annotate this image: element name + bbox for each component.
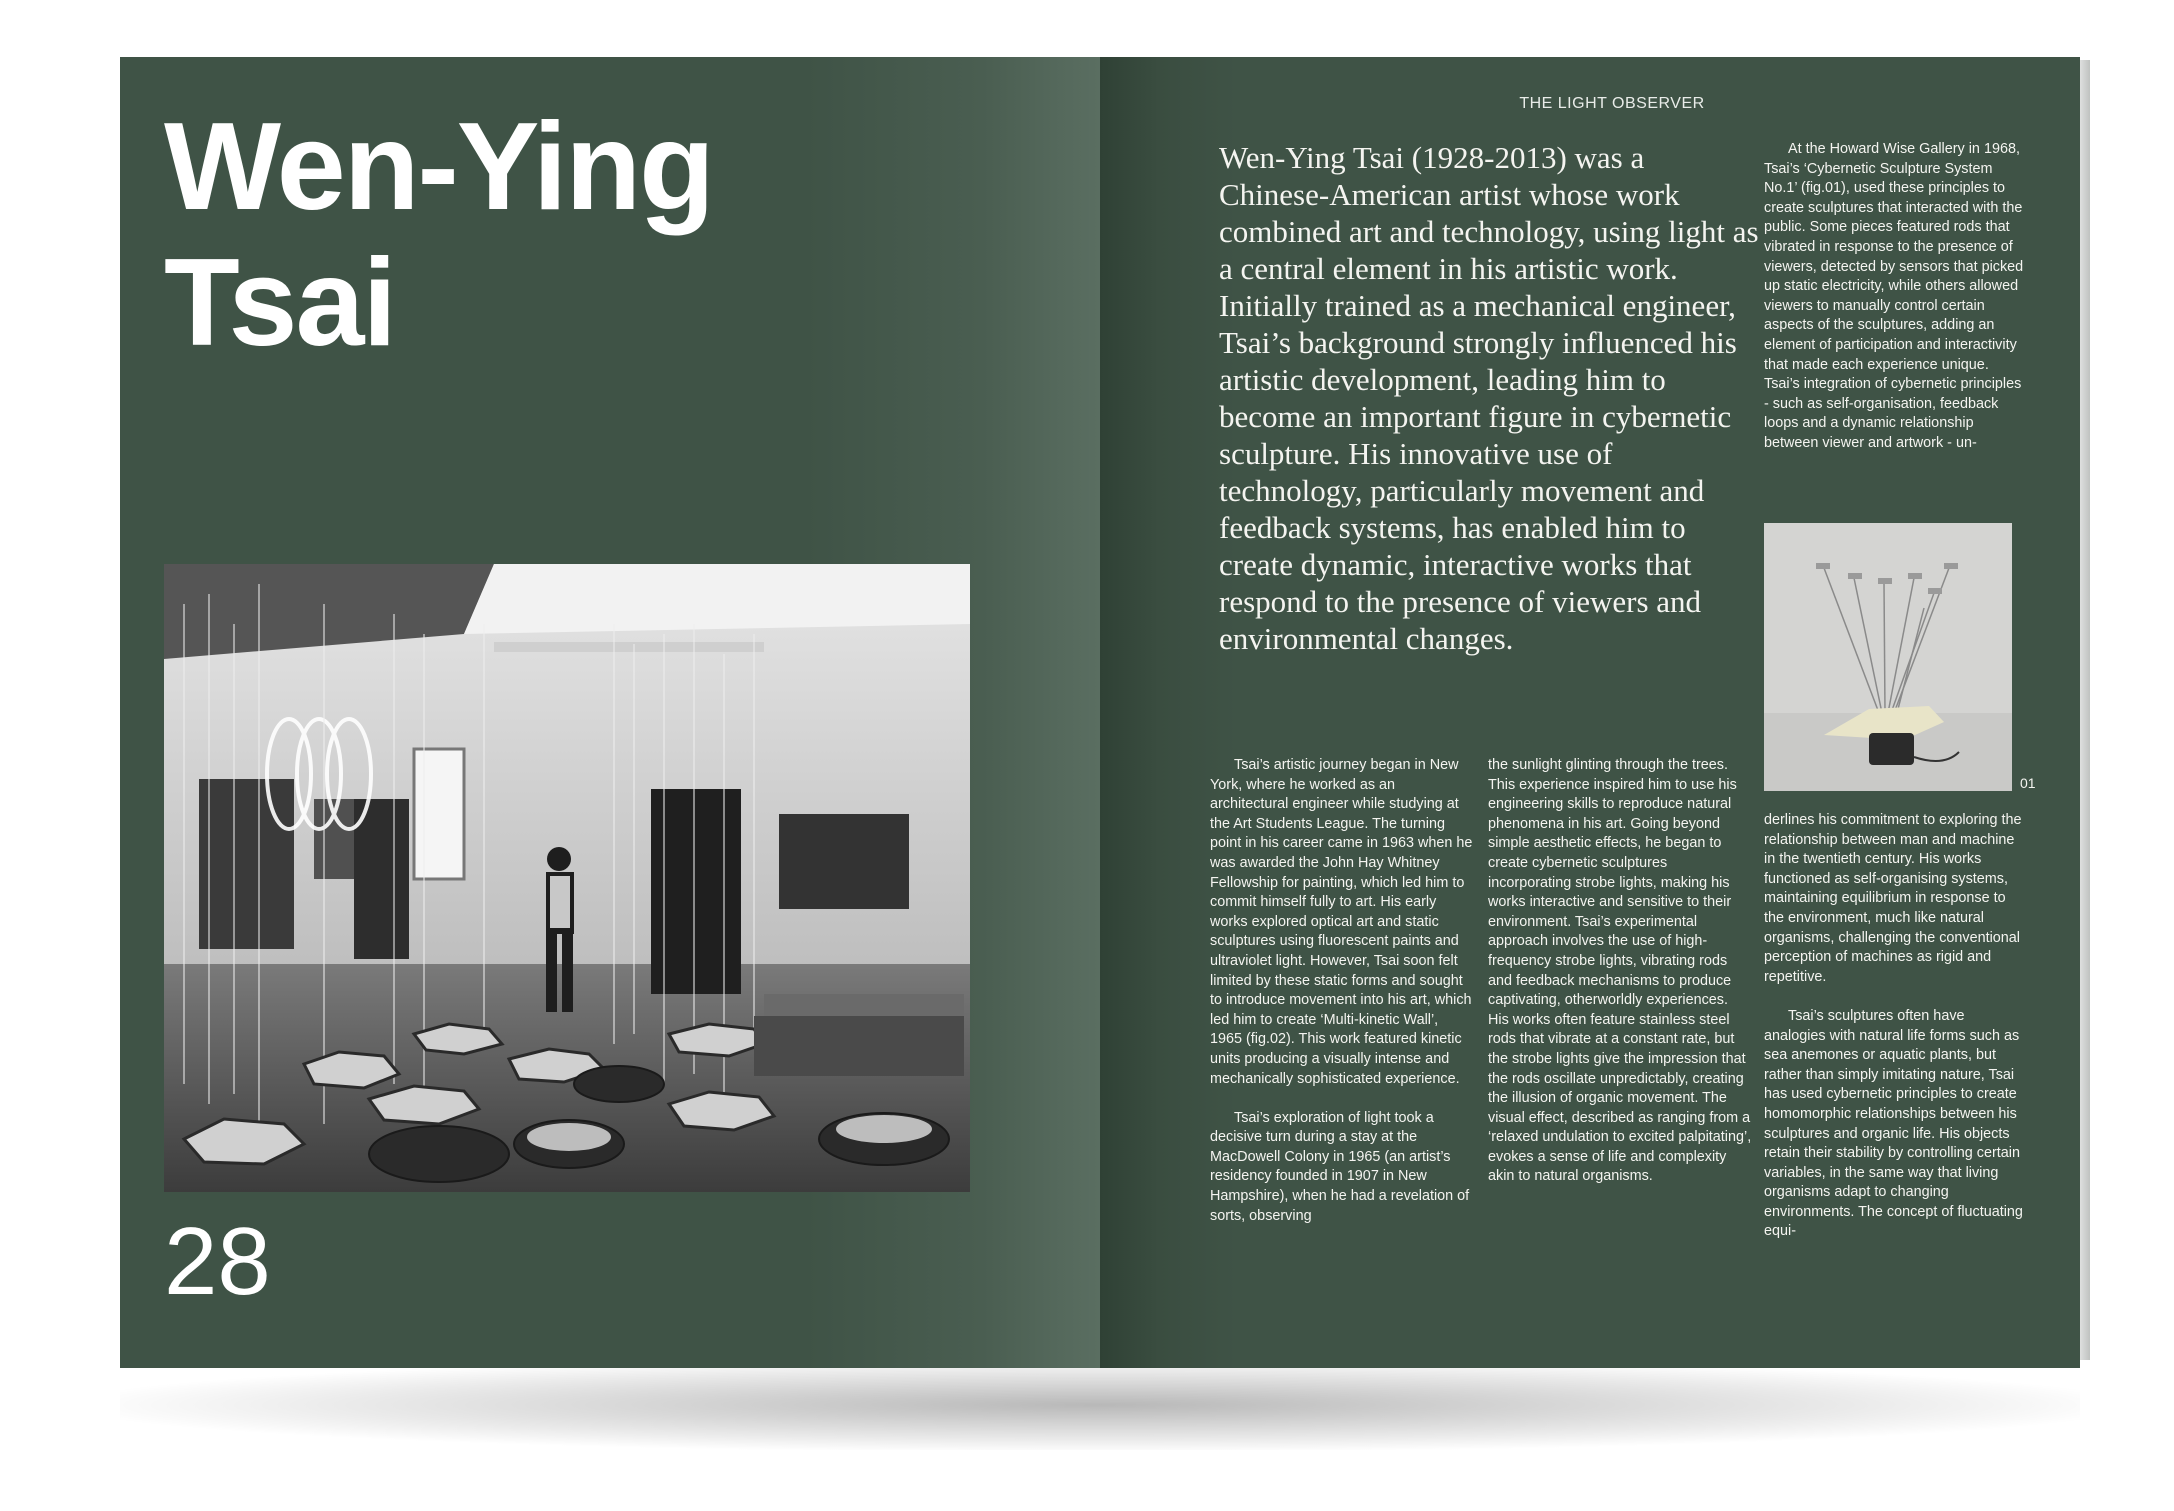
title-line-1: Wen-Ying bbox=[164, 98, 713, 236]
page-number: 28 bbox=[164, 1208, 271, 1315]
figure-number: 01 bbox=[2020, 775, 2036, 791]
article-title bbox=[164, 99, 713, 371]
body-paragraph: the sunlight glinting through the trees. This experience inspired him to use his engineering skills to reproduce natural phenomena in his art. Going beyond simple aesthetic effects, he began to create cybernetic sculptures incorporating strobe lights, making his works interactive and sensitive to their environment. Tsai’s experimental approach involves the use of high-frequency strobe lights, vibrating rods and feedback mechanisms to produce captivating, otherworldly experiences. His works often feature stainless steel rods that vibrate at a constant rate, but the strobe lights give the impression that the rods oscillate unpredictably, creating the illusion of organic movement. The visual effect, described as ranging from a ‘relaxed undulation to excited palpitating’, evokes a sense of life and complexity akin to natural organisms. bbox=[1488, 757, 1752, 1185]
body-paragraph: At the Howard Wise Gallery in 1968, Tsai’s ‘Cybernetic Sculpture System No.1’ (fig.01), used these principles to create sculptures that interacted with the public. Some pieces featured rods that vibrated in response to the presence of viewers, detected by sensors that picked up static electricity, while others allowed viewers to manually control certain aspects of the sculptures, adding an element of participation and interactivity that made each experience unique. Tsai’s integration of cybernetic principles - such as self-organisation, feedback loops and a dynamic relationship between viewer and artwork - un- bbox=[1764, 141, 2024, 451]
body-paragraph: Tsai’s artistic journey began in New York, where he worked as an architectural engineer while studying at the Art Students League. The turning point in his career came in 1963 when he was awarded the John Hay Whitney Fellowship for painting, which led him to commit himself fully to art. His early works explored optical art and static sculptures using fluorescent paints and ultraviolet light. However, Tsai soon felt limited by these static forms and sought to introduce movement into his art, which led him to create ‘Multi-kinetic Wall’, 1965 (fig.02). This work featured kinetic units producing a visually intense and mechanically sophisticated experience. bbox=[1210, 757, 1473, 1087]
body-paragraph: Tsai’s sculptures often have analogies with natural life forms such as sea anemones or aquatic plants, but rather than simply imitating nature, Tsai has used cybernetic principles to create homomorphic relationships between his sculptures and organic life. His objects retain their stability by controlling certain variables, in the same way that living organisms adapt to changing environments. The concept of fluctuating equi- bbox=[1764, 1007, 2023, 1240]
body-column-1 bbox=[1210, 756, 1474, 1226]
body-column-3-top bbox=[1764, 140, 2028, 454]
body-column-3-bottom bbox=[1764, 811, 2028, 1242]
intro-paragraph: Wen-Ying Tsai (1928-2013) was a Chinese-American artist whose work combined art and technology, using light as a central element in his artistic work. Initially trained as a mechanical engineer, Tsai’s background strongly influenced his artistic development, leading him to become an important figure in cybernetic sculpture. His innovative use of technology, particularly movement and feedback systems, has enabled him to create dynamic, interactive works that respond to the presence of viewers and environmental changes. bbox=[1219, 140, 1759, 656]
magazine-shadow bbox=[120, 1360, 2080, 1450]
body-paragraph: Tsai’s exploration of light took a decisive turn during a stay at the MacDowell Colony in 1965 (an artist’s residency founded in 1907 in New Hampshire), when he had a revelation of sorts, observing bbox=[1210, 1109, 1470, 1224]
sculpture-illustration bbox=[1764, 523, 2012, 791]
body-column-2 bbox=[1488, 756, 1752, 1187]
figure-01-photo bbox=[1764, 523, 2012, 791]
body-paragraph: derlines his commitment to exploring the relationship between man and machine in the twentieth century. His works functioned as self-organising systems, maintaining equilibrium in response to the environment, much like natural organisms, challenging the conventional perception of machines as rigid and repetitive. bbox=[1764, 812, 2022, 985]
running-head: THE LIGHT OBSERVER bbox=[1519, 95, 1705, 112]
left-page bbox=[120, 57, 1100, 1368]
title-line-2: Tsai bbox=[164, 234, 395, 372]
studio-photo bbox=[164, 564, 970, 1192]
magazine-spread bbox=[120, 57, 2080, 1368]
studio-photo-illustration bbox=[164, 564, 970, 1192]
